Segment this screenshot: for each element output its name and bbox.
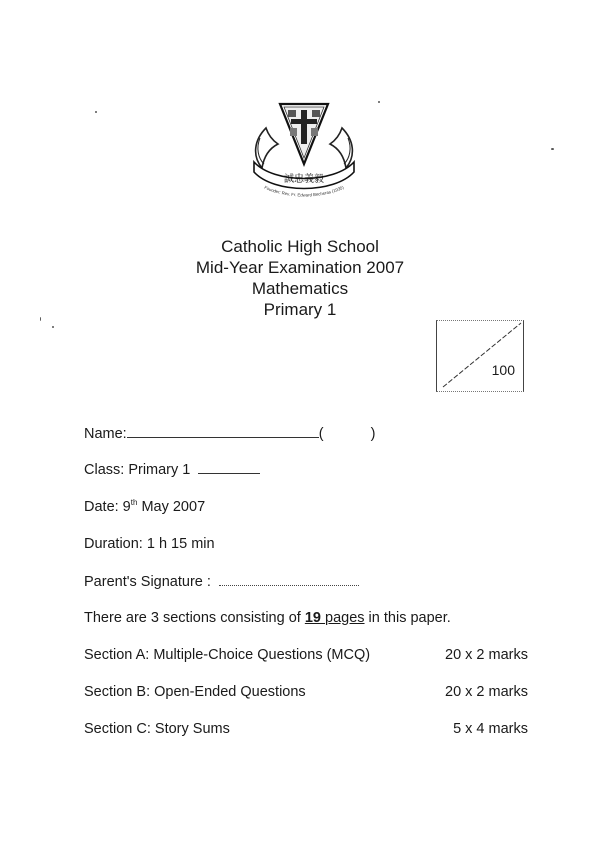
school-name: Catholic High School (221, 237, 379, 256)
scan-speck (551, 148, 554, 150)
exam-header (0, 236, 600, 320)
sections-intro (84, 610, 451, 626)
founder-text: Founder: Rev. Fr. Edward Becheras (1935) (263, 184, 345, 198)
class-blank[interactable] (198, 461, 260, 474)
exam-title: Mid-Year Examination 2007 (195, 258, 405, 277)
parent-signature-blank[interactable] (219, 573, 359, 586)
section-b-marks: 20 x 2 marks (445, 684, 528, 700)
section-c-marks: 5 x 4 marks (453, 721, 528, 737)
name-open-paren: ( (318, 426, 324, 442)
motto-text: 誠忠義毅 (284, 174, 324, 185)
date-field (84, 498, 205, 515)
score-box (436, 320, 524, 392)
name-field (84, 425, 375, 442)
section-a-label: Section A: Multiple-Choice Questions (MCQ) (84, 647, 371, 663)
parent-signature-field (84, 573, 359, 590)
class-label: Class: Primary 1 (84, 462, 191, 478)
section-b-label: Section B: Open-Ended Questions (84, 684, 306, 700)
scan-speck (95, 111, 97, 113)
name-close-paren: ) (370, 426, 376, 442)
date-prefix: Date: 9 (84, 498, 131, 515)
section-a-marks: 20 x 2 marks (445, 647, 528, 663)
intro-before: There are 3 sections consisting of (84, 610, 305, 626)
school-crest-logo (244, 98, 364, 198)
date-ordinal: th (130, 498, 138, 507)
duration-field: Duration: 1 h 15 min (84, 536, 215, 552)
scan-speck (378, 101, 380, 103)
name-blank[interactable] (127, 425, 319, 438)
score-box-diagonal (437, 321, 523, 391)
score-total: 100 (491, 362, 515, 378)
class-field (84, 461, 260, 478)
intro-pages-number: 19 (304, 610, 321, 626)
section-c-label: Section C: Story Sums (84, 721, 230, 737)
scan-speck (52, 326, 54, 328)
date-suffix: May 2007 (137, 498, 206, 515)
intro-pages-word: pages (325, 610, 365, 626)
intro-after: in this paper. (364, 610, 451, 626)
subject-title: Mathematics (251, 279, 349, 298)
parent-signature-label: Parent's Signature : (84, 574, 211, 590)
name-label: Name: (84, 426, 127, 442)
level-title: Primary 1 (263, 300, 337, 319)
